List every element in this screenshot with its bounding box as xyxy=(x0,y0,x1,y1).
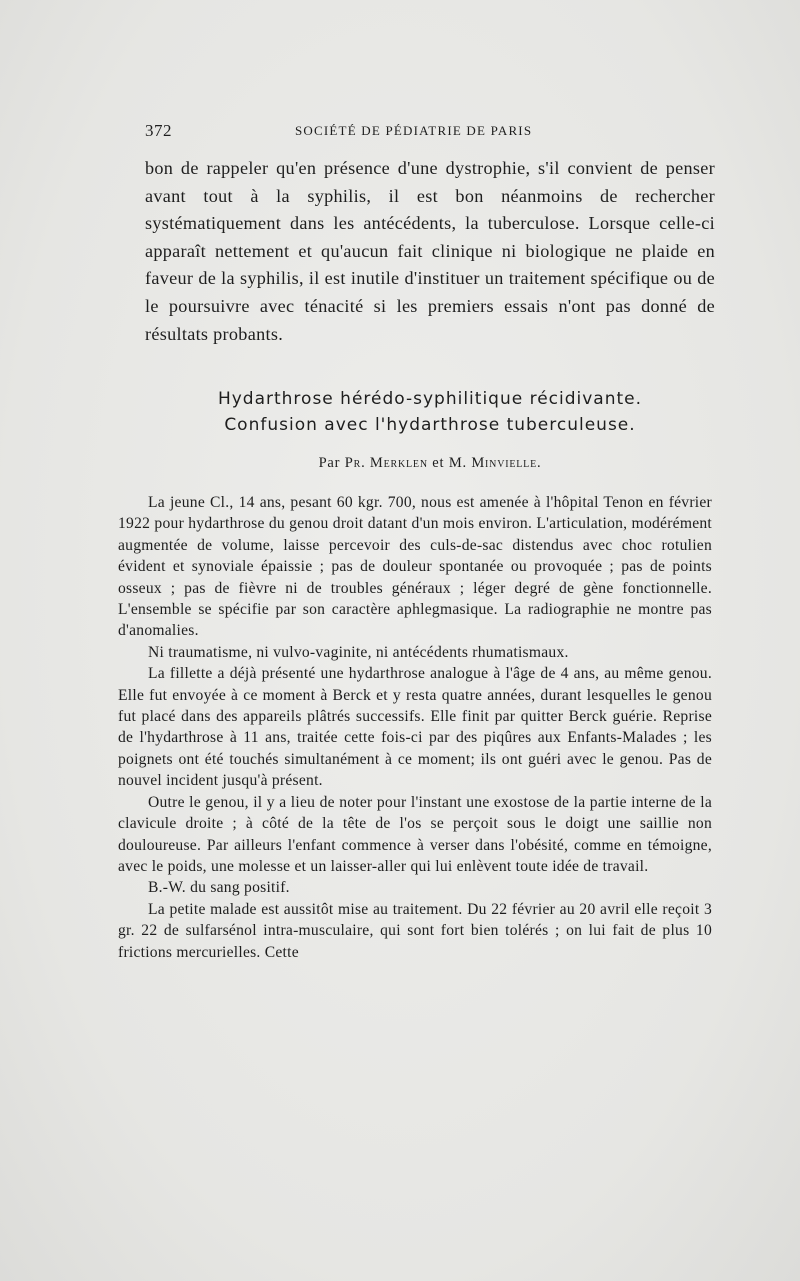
byline-and: et xyxy=(432,455,445,471)
page-number: 372 xyxy=(145,121,172,140)
article-title xyxy=(145,386,715,438)
running-title: SOCIÉTÉ DE PÉDIATRIE DE PARIS xyxy=(295,123,533,138)
page-header xyxy=(145,121,715,143)
body-paragraph: Ni traumatisme, ni vulvo-vaginite, ni antécédents rhumatismaux. xyxy=(148,643,569,661)
body-paragraph: B.-W. du sang positif. xyxy=(148,879,290,897)
author-2: M. Minvielle. xyxy=(448,455,542,471)
article-title-line-2: Confusion avec l'hydarthrose tuberculeuse. xyxy=(224,415,636,435)
byline-prefix: Par xyxy=(318,455,341,471)
body-paragraph: Outre le genou, il y a lieu de noter pour l'instant une exostose de la partie interne de la clavicule droite ; à côté de la tête de l'os se perçoit sous le doigt une saillie non douloureuse. Par ailleurs l'enfant commence à verser dans l'obésité, comme en témoigne, avec le poids, une molesse et un laisser-aller qui lui enlèvent toute idée de travail. xyxy=(118,793,712,875)
article-body xyxy=(118,492,712,963)
author-1: Pr. Merklen xyxy=(344,455,428,471)
article-byline xyxy=(145,455,715,472)
body-paragraph: La petite malade est aussitôt mise au traitement. Du 22 février au 20 avril elle reçoit 3 gr. 22 de sulfarsénol intra-musculaire, qui sont fort bien tolérés ; on lui fait de plus 10 frictions mercurielles. Cette xyxy=(118,900,712,961)
intro-text: bon de rappeler qu'en présence d'une dystrophie, s'il convient de penser avant tout à la syphilis, il est bon néanmoins de rechercher systématiquement dans les antécédents, la tuberculose. Lorsque celle-ci apparaît nettement et qu'aucun fait clinique ni biologique ne plaide en faveur de la syphilis, il est inutile d'instituer un traitement spécifique ou de le poursuivre avec ténacité si les premiers essais n'ont pas donné de résultats probants. xyxy=(145,158,715,344)
body-paragraph: La jeune Cl., 14 ans, pesant 60 kgr. 700, nous est amenée à l'hôpital Tenon en février 1922 pour hydarthrose du genou droit datant d'un mois environ. L'articulation, modérément augmentée de volume, laisse percevoir des culs-de-sac distendus avec choc rotulien évident et synoviale épaissie ; pas de douleur spontanée ou provoquée ; pas de points osseux ; pas de fièvre ni de troubles généraux ; léger degré de gène fonctionnelle. L'ensemble se spécifie par son caractère aphlegmasique. La radiographie ne montre pas d'anomalies. xyxy=(118,494,712,640)
article-title-line-1: Hydarthrose hérédo-syphilitique récidivante. xyxy=(217,389,643,409)
intro-paragraph xyxy=(145,155,715,348)
body-paragraph: La fillette a déjà présenté une hydarthrose analogue à l'âge de 4 ans, au même genou. Elle fut envoyée à ce moment à Berck et y resta quatre années, durant lesquelles le genou fut placé dans des appareils plâtrés successifs. Elle finit par quitter Berck guérie. Reprise de l'hydarthrose à 11 ans, traitée cette fois-ci par des piqûres aux Enfants-Malades ; les poignets ont été touchés simultanément à ce moment; ils ont guéri avec le genou. Pas de nouvel incident jusqu'à présent. xyxy=(118,665,712,790)
